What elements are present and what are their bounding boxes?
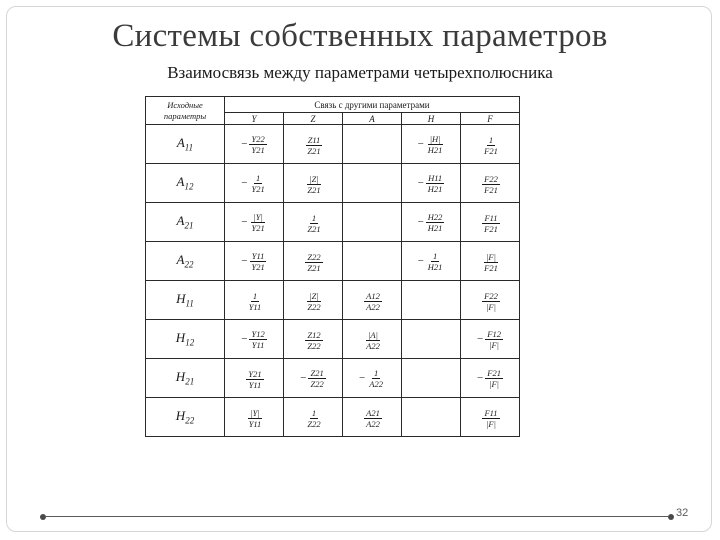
formula-cell [225, 164, 284, 203]
fraction-numerator: 1 [432, 250, 438, 261]
formula-cell [343, 359, 402, 398]
fraction [482, 408, 499, 429]
formula-sign: − [417, 255, 424, 267]
formula [362, 330, 382, 351]
fraction-denominator: A22 [366, 340, 380, 351]
fraction [305, 174, 322, 195]
fraction-numerator: 1 [252, 290, 258, 301]
formula [359, 368, 385, 389]
fraction [305, 135, 322, 156]
formula-cell [284, 398, 343, 437]
fraction-denominator: Y11 [248, 301, 262, 312]
row-parameter-index: 21 [184, 220, 194, 231]
fraction [305, 252, 322, 273]
fraction [482, 213, 500, 234]
empty-cell [402, 398, 461, 437]
fraction [246, 369, 263, 390]
formula [303, 408, 322, 429]
formula-sign: − [300, 372, 307, 384]
formula [418, 251, 445, 272]
formula-cell [461, 203, 520, 242]
fraction-denominator: F21 [484, 184, 498, 195]
fraction-numerator: |Z| [309, 290, 319, 301]
formula-cell [402, 164, 461, 203]
fraction-numerator: 1 [311, 407, 317, 418]
fraction-denominator: Z21 [307, 184, 321, 195]
table-row [146, 125, 520, 164]
slide-subtitle: Взаимосвязь между параметрами четырехполюсника [167, 63, 553, 82]
footer-bullet-left [40, 514, 46, 520]
row-parameter-label [146, 242, 225, 281]
formula [362, 291, 382, 312]
fraction-numerator: |A| [368, 329, 378, 340]
formula [303, 135, 322, 156]
row-parameter-symbol: H [175, 330, 186, 346]
formula [241, 329, 266, 350]
formula [418, 173, 445, 194]
fraction [482, 291, 500, 312]
row-parameter-index: 11 [184, 142, 194, 153]
fraction-denominator: Z22 [307, 418, 321, 429]
fraction [305, 408, 322, 429]
fraction-numerator: Z22 [307, 251, 321, 262]
row-parameter-symbol: A [176, 174, 185, 190]
fraction-numerator: |F| [486, 251, 496, 262]
formula [480, 291, 500, 312]
fraction-numerator: F11 [484, 407, 498, 418]
formula [244, 369, 263, 390]
formula-cell [225, 125, 284, 164]
empty-cell [402, 320, 461, 359]
fraction-numerator: |H| [429, 133, 441, 144]
fraction-numerator: Y12 [251, 328, 265, 339]
table-body [146, 125, 520, 437]
formula-cell [402, 203, 461, 242]
fraction-denominator: Z22 [310, 378, 324, 389]
fraction-numerator: A21 [366, 407, 380, 418]
formula-cell [225, 281, 284, 320]
formula-cell [461, 242, 520, 281]
fraction-denominator: F21 [484, 223, 498, 234]
table-row [146, 203, 520, 242]
fraction [305, 291, 322, 312]
column-header-h: H [402, 113, 461, 125]
fraction-numerator: A12 [366, 290, 380, 301]
formula-sign: − [417, 177, 424, 189]
formula [480, 213, 500, 234]
row-parameter-index: 12 [185, 337, 195, 348]
fraction-denominator: |F| [489, 339, 500, 350]
formula [300, 368, 325, 389]
fraction [247, 291, 264, 312]
fraction [482, 174, 500, 195]
formula-sign: − [477, 372, 484, 384]
fraction-denominator: A22 [366, 301, 380, 312]
row-parameter-symbol: H [175, 369, 186, 385]
fraction-numerator: H11 [428, 172, 443, 183]
fraction [482, 252, 500, 273]
formula-sign: − [477, 333, 484, 345]
table-row [146, 320, 520, 359]
table-row [146, 164, 520, 203]
formula-sign: − [241, 138, 248, 150]
table-row [146, 359, 520, 398]
formula [241, 212, 266, 233]
fraction-numerator: 1 [255, 172, 261, 183]
column-header-y: Y [225, 113, 284, 125]
formula-cell [461, 320, 520, 359]
fraction [249, 134, 266, 155]
table-row [146, 398, 520, 437]
fraction-numerator: |Y| [250, 407, 260, 418]
fraction [485, 329, 503, 350]
fraction-denominator: Z21 [307, 223, 321, 234]
formula [303, 252, 322, 273]
empty-cell [343, 125, 402, 164]
fraction-denominator: Y21 [251, 183, 265, 194]
formula [480, 135, 500, 156]
header-relation-group: Связь с другими параметрами [225, 97, 520, 113]
formula-sign: − [241, 333, 248, 345]
row-parameter-index: 22 [184, 259, 194, 270]
fraction-denominator: H21 [427, 261, 443, 272]
formula [477, 368, 503, 389]
fraction-numerator: |Y| [253, 211, 263, 222]
empty-cell [343, 242, 402, 281]
fraction [308, 368, 325, 389]
row-parameter-symbol: A [176, 252, 185, 268]
formula-cell [284, 203, 343, 242]
formula-cell [402, 242, 461, 281]
row-parameter-index: 11 [185, 298, 194, 309]
row-parameter-label [146, 203, 225, 242]
row-parameter-label [146, 164, 225, 203]
fraction [249, 251, 266, 272]
empty-cell [343, 203, 402, 242]
row-parameter-label [146, 320, 225, 359]
formula [418, 212, 445, 233]
formula [480, 174, 500, 195]
formula [477, 329, 503, 350]
formula-cell [461, 359, 520, 398]
formula-sign: − [241, 216, 248, 228]
row-parameter-symbol: H [175, 408, 186, 424]
formula [480, 252, 500, 273]
fraction-denominator: H21 [427, 144, 443, 155]
row-parameter-symbol: H [176, 291, 186, 307]
formula-sign: − [241, 177, 248, 189]
formula-cell [402, 125, 461, 164]
formula-sign: − [241, 255, 248, 267]
fraction-numerator: H22 [427, 211, 443, 222]
fraction-numerator: 1 [488, 134, 494, 145]
formula-cell [343, 398, 402, 437]
fraction-denominator: Y11 [248, 418, 262, 429]
formula [241, 173, 266, 194]
formula [303, 291, 322, 312]
empty-cell [402, 359, 461, 398]
row-parameter-index: 12 [184, 181, 194, 192]
fraction-denominator: H21 [427, 183, 443, 194]
formula-cell [343, 320, 402, 359]
row-parameter-index: 21 [185, 376, 195, 387]
fraction [364, 330, 382, 351]
formula-sign: − [417, 216, 424, 228]
fraction-numerator: 1 [311, 212, 317, 223]
row-parameter-symbol: A [176, 213, 185, 229]
formula-cell [225, 203, 284, 242]
formula-cell [461, 398, 520, 437]
fraction [305, 330, 322, 351]
fraction-denominator: Y21 [251, 261, 265, 272]
row-parameter-symbol: A [176, 135, 185, 151]
fraction-denominator: Y21 [251, 222, 265, 233]
formula [303, 213, 322, 234]
fraction [426, 251, 445, 272]
fraction [364, 408, 382, 429]
fraction-numerator: Y21 [248, 368, 262, 379]
fraction-numerator: Z11 [307, 134, 321, 145]
row-parameter-label [146, 398, 225, 437]
fraction-denominator: H21 [427, 222, 443, 233]
fraction-denominator: Y21 [251, 144, 265, 155]
fraction-denominator: Y11 [248, 379, 262, 390]
fraction-denominator: |F| [486, 418, 496, 429]
row-parameter-label [146, 359, 225, 398]
fraction-numerator: F21 [487, 367, 501, 378]
fraction-numerator: F12 [487, 328, 501, 339]
row-parameter-label [146, 281, 225, 320]
fraction-numerator: Z21 [310, 367, 324, 378]
footer-rule [46, 516, 668, 517]
slide-title: Системы собственных параметров [112, 18, 608, 54]
table-row [146, 281, 520, 320]
formula-cell [343, 281, 402, 320]
formula-cell [225, 320, 284, 359]
fraction-numerator: F22 [484, 173, 498, 184]
fraction-numerator: 1 [373, 367, 379, 378]
formula [241, 134, 266, 155]
fraction-denominator: A22 [366, 418, 380, 429]
formula-cell [284, 242, 343, 281]
formula [303, 330, 322, 351]
formula [418, 134, 445, 155]
formula-sign: − [417, 138, 424, 150]
fraction [485, 368, 503, 389]
fraction [249, 212, 266, 233]
formula [241, 251, 266, 272]
fraction-denominator: |F| [486, 301, 496, 312]
formula [480, 408, 499, 429]
fraction-numerator: Y11 [251, 250, 265, 261]
fraction [426, 212, 445, 233]
fraction-denominator: Y11 [251, 339, 265, 350]
fraction-denominator: Z21 [307, 262, 321, 273]
fraction [249, 173, 266, 194]
column-header-z: Z [284, 113, 343, 125]
fraction-denominator: Z21 [307, 145, 321, 156]
fraction-numerator: Z12 [307, 329, 321, 340]
fraction-denominator: F21 [484, 145, 498, 156]
formula [362, 408, 382, 429]
fraction-numerator: F11 [484, 212, 498, 223]
formula [245, 291, 264, 312]
fraction [426, 173, 445, 194]
table-row [146, 242, 520, 281]
fraction-numerator: F22 [484, 290, 498, 301]
formula-cell [284, 359, 343, 398]
fraction [364, 291, 382, 312]
formula-cell [225, 242, 284, 281]
formula-cell [461, 281, 520, 320]
fraction [247, 408, 264, 429]
formula-cell [225, 359, 284, 398]
fraction-numerator: Y22 [251, 133, 265, 144]
formula [303, 174, 322, 195]
row-parameter-index: 22 [185, 415, 195, 426]
fraction-denominator: A22 [369, 378, 383, 389]
formula-cell [284, 125, 343, 164]
formula-cell [225, 398, 284, 437]
footer-bullet-right [668, 514, 674, 520]
empty-cell [402, 281, 461, 320]
fraction [305, 213, 322, 234]
column-header-f: F [461, 113, 520, 125]
formula [245, 408, 264, 429]
parameters-table [145, 96, 520, 437]
fraction [367, 368, 385, 389]
formula-cell [284, 320, 343, 359]
fraction-numerator: |Z| [309, 173, 319, 184]
formula-cell [461, 125, 520, 164]
fraction [426, 134, 445, 155]
fraction-denominator: F21 [484, 262, 498, 273]
fraction [249, 329, 266, 350]
formula-cell [461, 164, 520, 203]
header-source-params: Исходные параметры [146, 97, 225, 125]
fraction-denominator: Z22 [307, 340, 321, 351]
formula-sign: − [359, 372, 366, 384]
column-header-a: A [343, 113, 402, 125]
page-number: 32 [676, 507, 689, 519]
row-parameter-label [146, 125, 225, 164]
fraction [482, 135, 500, 156]
empty-cell [343, 164, 402, 203]
formula-cell [284, 281, 343, 320]
fraction-denominator: |F| [489, 378, 500, 389]
formula-cell [284, 164, 343, 203]
fraction-denominator: Z22 [307, 301, 321, 312]
